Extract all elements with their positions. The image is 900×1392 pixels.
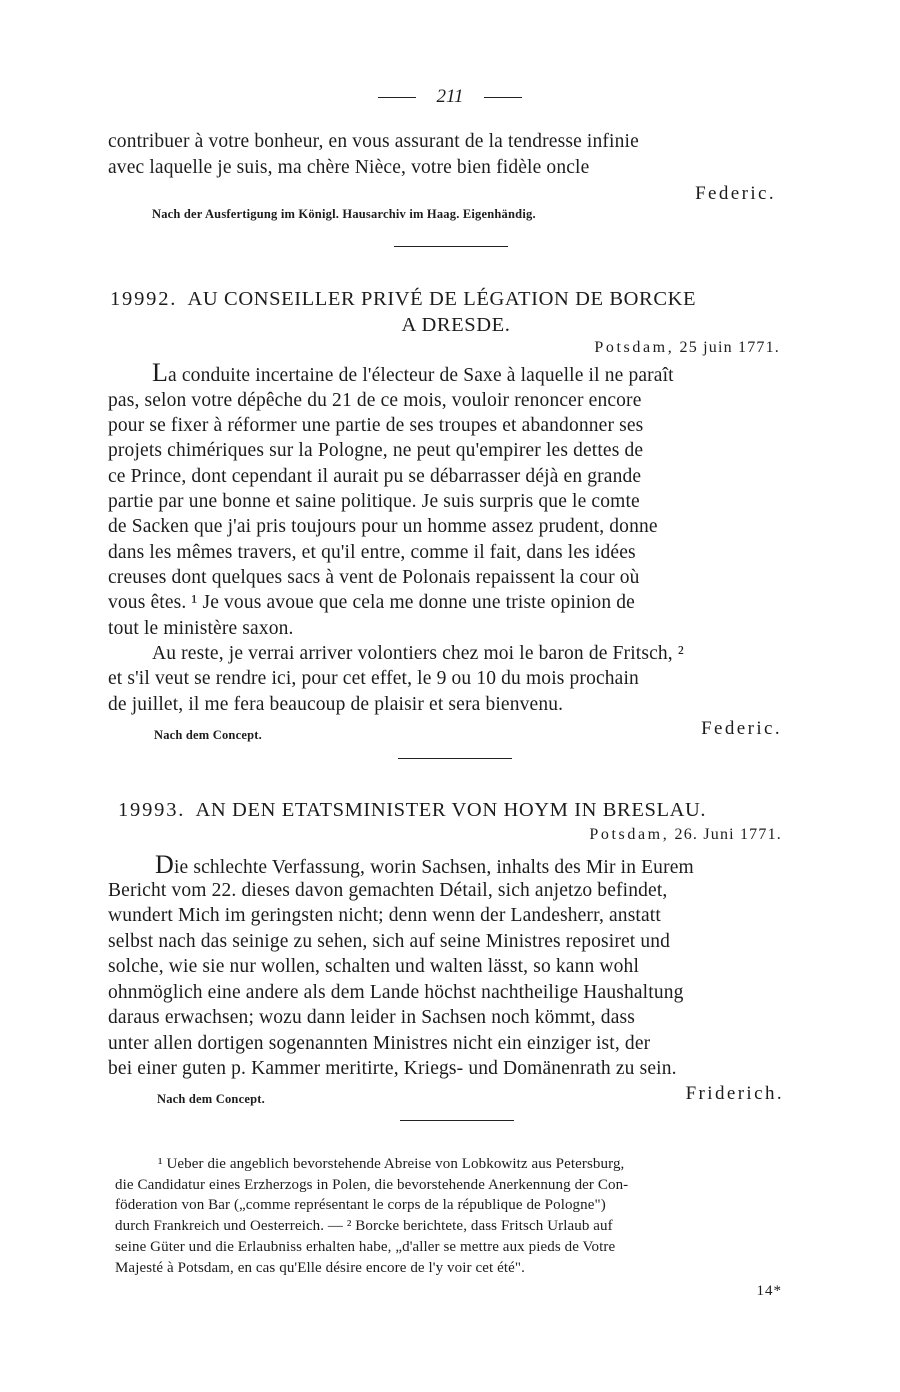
- signature: Federic.: [695, 183, 776, 204]
- body-line: Au reste, je verrai arriver volontiers chez moi le baron de Fritsch, ²: [152, 643, 684, 664]
- body-line: vous êtes. ¹ Je vous avoue que cela me donne une triste opinion de: [108, 592, 635, 613]
- body-line: tout le ministère saxon.: [108, 618, 294, 639]
- dateline: [589, 826, 782, 844]
- dateline: [594, 339, 780, 357]
- body-line: Bericht vom 22. dieses davon gemachten Détail, sich anjetzo befindet,: [108, 880, 668, 901]
- body-line: ohnmöglich eine andere als dem Lande höchst nachtheilige Haushaltung: [108, 982, 684, 1003]
- footnote-line: föderation von Bar („comme représentant le corps de la république de Pologne"): [115, 1197, 606, 1213]
- footnote-line: ¹ Ueber die angeblich bevorstehende Abreise von Lobkowitz aus Petersburg,: [158, 1156, 625, 1172]
- header-dash-left: [378, 97, 416, 98]
- footnote-line: durch Frankreich und Oesterreich. — ² Borcke berichtete, dass Fritsch Urlaub auf: [115, 1218, 613, 1234]
- body-line: ce Prince, dont cependant il aurait pu se débarrasser déjà en grande: [108, 466, 642, 487]
- body-line-text: a conduite incertaine de l'électeur de Saxe à laquelle il ne paraît: [168, 365, 674, 386]
- body-line: de juillet, il me fera beaucoup de plaisir et sera bienvenu.: [108, 694, 564, 715]
- source-note: Nach dem Concept.: [157, 1092, 265, 1106]
- body-line: selbst nach das seinige zu sehen, sich auf seine Ministres reposiret und: [108, 931, 671, 952]
- body-line: contribuer à votre bonheur, en vous assurant de la tendresse infinie: [108, 131, 639, 152]
- drop-initial: D: [155, 850, 174, 879]
- page-number: 211: [436, 86, 464, 107]
- body-line: creuses dont quelques sacs à vent de Polonais repaissent la cour où: [108, 567, 640, 588]
- body-line-first: [155, 852, 694, 879]
- body-line: projets chimériques sur la Pologne, ne peut qu'empirer les dettes de: [108, 440, 644, 461]
- source-note: Nach der Ausfertigung im Königl. Hausarchiv im Haag. Eigenhändig.: [152, 207, 536, 221]
- page-header: [0, 86, 900, 108]
- body-line: unter allen dortigen sogenannten Ministres nicht ein einziger ist, der: [108, 1033, 651, 1054]
- dateline-place: Potsdam,: [589, 826, 670, 843]
- footnote-line: seine Güter und die Erlaubniss erhalten habe, „d'aller se mettre aux pieds de Votre: [115, 1239, 616, 1255]
- footnote-divider: [400, 1120, 514, 1121]
- body-line: de Sacken que j'ai pris toujours pour un homme assez prudent, donne: [108, 516, 658, 537]
- source-note: Nach dem Concept.: [154, 728, 262, 742]
- section-divider: [398, 758, 512, 759]
- footnote-line: Majesté à Potsdam, en cas qu'Elle désire encore de l'y voir cet été".: [115, 1260, 525, 1276]
- letter-number: 19993.: [118, 799, 186, 821]
- letter-title: AU CONSEILLER PRIVÉ DE LÉGATION DE BORCKE: [187, 288, 697, 310]
- body-line: daraus erwachsen; wozu dann leider in Sachsen noch kömmt, dass: [108, 1007, 635, 1028]
- body-line: solche, wie sie nur wollen, schalten und walten lässt, so kann wohl: [108, 956, 640, 977]
- body-line: et s'il veut se rendre ici, pour cet effet, le 9 ou 10 du mois prochain: [108, 668, 639, 689]
- body-line: wundert Mich im geringsten nicht; denn wenn der Landesherr, anstatt: [108, 905, 661, 926]
- body-line: avec laquelle je suis, ma chère Nièce, votre bien fidèle oncle: [108, 157, 590, 178]
- body-line: dans les mêmes travers, et qu'il entre, comme il fait, dans les idées: [108, 542, 636, 563]
- body-line: pour se fixer à réformer une partie de ses troupes et abandonner ses: [108, 415, 644, 436]
- dateline-date: 26. Juni 1771.: [674, 826, 782, 843]
- letter-title: AN DEN ETATSMINISTER VON HOYM IN BRESLAU.: [195, 799, 707, 821]
- letter-number: 19992.: [110, 288, 178, 310]
- body-line-first: [152, 360, 674, 387]
- section-divider: [394, 246, 508, 247]
- letter-heading: [118, 799, 706, 822]
- dateline-date: 25 juin 1771.: [679, 339, 780, 356]
- footnote-line: die Candidatur eines Erzherzogs in Polen, die bevorstehende Anerkennung der Con-: [115, 1177, 629, 1193]
- dateline-place: Potsdam,: [594, 339, 675, 356]
- signature-mark: 14*: [756, 1283, 782, 1299]
- body-line-text: ie schlechte Verfassung, worin Sachsen, inhalts des Mir in Eurem: [173, 857, 694, 878]
- body-line: partie par une bonne et saine politique. Je suis surpris que le comte: [108, 491, 640, 512]
- letter-title-line2: A DRESDE.: [401, 314, 511, 336]
- body-line: pas, selon votre dépêche du 21 de ce mois, vouloir renoncer encore: [108, 390, 642, 411]
- header-dash-right: [484, 97, 522, 98]
- signature: Friderich.: [685, 1083, 784, 1104]
- letter-heading: [110, 288, 696, 311]
- signature: Federic.: [701, 718, 782, 739]
- body-line: bei einer guten p. Kammer meritirte, Kriegs- und Domänenrath zu sein.: [108, 1058, 677, 1079]
- drop-initial: L: [152, 358, 169, 387]
